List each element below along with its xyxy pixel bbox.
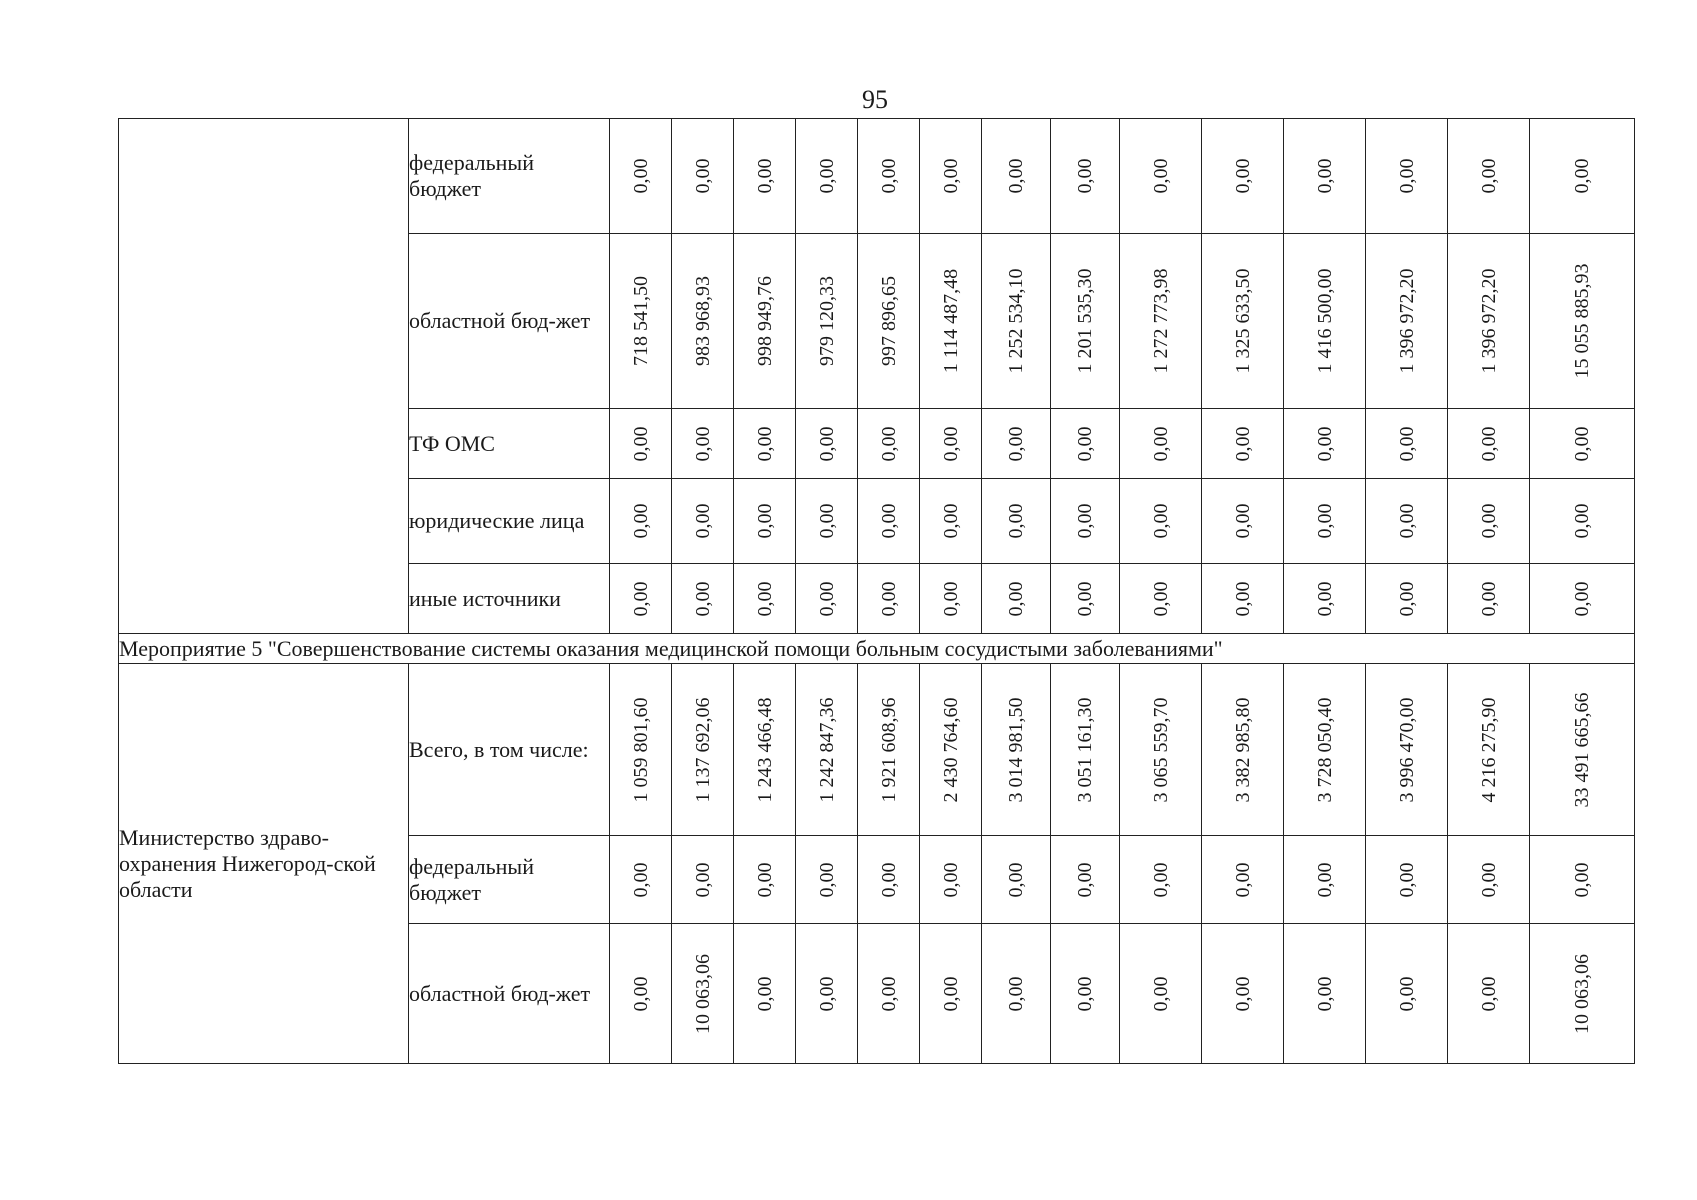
value-text: 0,00 (1074, 158, 1096, 194)
value-cell (672, 564, 734, 634)
funding-source-label: федеральный бюджет (409, 119, 610, 234)
value-cell (982, 924, 1051, 1064)
value-text: 0,00 (1313, 862, 1336, 897)
value-cell (1530, 479, 1635, 564)
value-cell (610, 564, 672, 634)
value-text: 0,00 (691, 158, 714, 194)
value-cell (858, 836, 920, 924)
value-cell (610, 119, 672, 234)
value-text: 0,00 (1231, 158, 1254, 194)
value-text: 0,00 (1395, 581, 1418, 616)
value-cell (1202, 234, 1284, 409)
value-cell (672, 664, 734, 836)
value-cell (1284, 479, 1366, 564)
value-cell (1284, 924, 1366, 1064)
value-cell (1530, 234, 1635, 409)
value-text: 0,00 (1149, 862, 1172, 897)
value-text: 0,00 (629, 426, 652, 461)
value-cell (920, 924, 982, 1064)
value-text: 0,00 (753, 581, 776, 616)
table-row (119, 664, 1635, 836)
value-text: 0,00 (1005, 862, 1027, 897)
value-cell (796, 664, 858, 836)
value-cell (982, 479, 1051, 564)
value-cell (1530, 924, 1635, 1064)
value-text: 0,00 (815, 976, 838, 1011)
value-cell (1448, 119, 1530, 234)
value-cell (1366, 234, 1448, 409)
value-text: 0,00 (753, 158, 776, 194)
value-cell (1530, 564, 1635, 634)
value-text: 0,00 (1149, 976, 1172, 1011)
value-cell (920, 409, 982, 479)
value-text: 1 416 500,00 (1313, 268, 1336, 374)
value-cell (1448, 836, 1530, 924)
value-text: 0,00 (1005, 581, 1027, 616)
value-cell (610, 234, 672, 409)
value-text: 15 055 885,93 (1571, 263, 1593, 379)
value-cell (734, 664, 796, 836)
value-cell (796, 409, 858, 479)
value-text: 1 243 466,48 (753, 697, 776, 802)
value-text: 3 014 981,50 (1005, 697, 1027, 802)
funding-source-label: ТФ ОМС (409, 409, 610, 479)
value-cell (1366, 664, 1448, 836)
value-text: 0,00 (939, 581, 962, 616)
value-text: 0,00 (1313, 503, 1336, 539)
value-cell (796, 836, 858, 924)
value-cell (1120, 409, 1202, 479)
value-cell (1448, 409, 1530, 479)
value-text: 718 541,50 (629, 276, 652, 366)
value-cell (1120, 836, 1202, 924)
value-text: 0,00 (1571, 158, 1593, 194)
value-cell (1202, 409, 1284, 479)
value-text: 0,00 (629, 581, 652, 616)
value-text: 0,00 (691, 503, 714, 539)
value-text: 1 201 535,30 (1074, 268, 1096, 374)
value-cell (1051, 234, 1120, 409)
value-text: 997 896,65 (877, 276, 900, 366)
value-text: 0,00 (877, 581, 900, 616)
value-text: 0,00 (1477, 976, 1500, 1011)
value-text: 0,00 (1395, 862, 1418, 897)
value-cell (796, 234, 858, 409)
page-number: 95 (862, 85, 888, 114)
value-text: 0,00 (939, 862, 962, 897)
value-cell (734, 234, 796, 409)
value-cell (1120, 664, 1202, 836)
value-text: 983 968,93 (691, 276, 714, 366)
value-cell (1202, 836, 1284, 924)
value-text: 1 396 972,20 (1395, 268, 1418, 374)
value-text: 0,00 (753, 503, 776, 539)
value-text: 0,00 (1313, 426, 1336, 461)
value-text: 0,00 (815, 426, 838, 461)
event-row (119, 634, 1635, 664)
value-cell (1202, 119, 1284, 234)
value-text: 0,00 (877, 158, 900, 194)
value-text: 1 059 801,60 (629, 697, 652, 802)
value-cell (1530, 836, 1635, 924)
organization-cell: Министерство здраво-охранения Нижегород-ской области (119, 664, 409, 1064)
value-text: 0,00 (877, 862, 900, 897)
value-text: 0,00 (1074, 503, 1096, 539)
value-cell (1051, 119, 1120, 234)
budget-table (118, 118, 1635, 1064)
value-cell (672, 409, 734, 479)
value-cell (1366, 409, 1448, 479)
value-text: 0,00 (877, 503, 900, 539)
value-text: 10 063,06 (691, 953, 714, 1034)
value-text: 0,00 (753, 862, 776, 897)
value-text: 0,00 (1074, 581, 1096, 616)
value-text: 0,00 (629, 158, 652, 194)
value-cell (1202, 564, 1284, 634)
value-cell (858, 664, 920, 836)
value-text: 0,00 (629, 976, 652, 1011)
value-cell (982, 409, 1051, 479)
value-cell (858, 479, 920, 564)
value-cell (920, 836, 982, 924)
value-text: 0,00 (691, 862, 714, 897)
value-cell (982, 836, 1051, 924)
value-cell (1120, 234, 1202, 409)
value-text: 0,00 (629, 862, 652, 897)
value-text: 0,00 (1231, 862, 1254, 897)
value-cell (1284, 409, 1366, 479)
value-cell (734, 409, 796, 479)
value-cell (982, 119, 1051, 234)
value-cell (858, 119, 920, 234)
value-cell (1284, 836, 1366, 924)
funding-source-label: областной бюд-жет (409, 924, 610, 1064)
value-text: 0,00 (1477, 503, 1500, 539)
value-cell (858, 234, 920, 409)
value-text: 0,00 (815, 503, 838, 539)
value-cell (610, 409, 672, 479)
value-text: 0,00 (815, 862, 838, 897)
value-text: 0,00 (939, 976, 962, 1011)
value-text: 0,00 (815, 581, 838, 616)
value-cell (858, 409, 920, 479)
value-text: 0,00 (691, 581, 714, 616)
value-cell (672, 479, 734, 564)
value-cell (796, 924, 858, 1064)
value-cell (982, 234, 1051, 409)
value-cell (858, 564, 920, 634)
value-text: 0,00 (1477, 426, 1500, 461)
value-text: 1 137 692,06 (691, 697, 714, 802)
value-text: 0,00 (1571, 426, 1593, 461)
value-cell (734, 119, 796, 234)
value-cell (1202, 479, 1284, 564)
value-text: 0,00 (1477, 862, 1500, 897)
value-text: 1 272 773,98 (1149, 268, 1172, 374)
value-text: 0,00 (939, 503, 962, 539)
value-cell (734, 564, 796, 634)
value-text: 0,00 (1395, 426, 1418, 461)
value-text: 0,00 (1074, 976, 1096, 1011)
value-text: 0,00 (1074, 862, 1096, 897)
value-text: 0,00 (1149, 426, 1172, 461)
value-text: 0,00 (1231, 581, 1254, 616)
value-text: 0,00 (939, 158, 962, 194)
value-text: 3 065 559,70 (1149, 697, 1172, 802)
table-row (119, 119, 1635, 234)
value-text: 0,00 (1477, 158, 1500, 194)
value-text: 33 491 665,66 (1571, 692, 1593, 807)
value-text: 1 252 534,10 (1005, 268, 1027, 374)
value-text: 0,00 (691, 426, 714, 461)
value-cell (982, 564, 1051, 634)
value-text: 0,00 (877, 976, 900, 1011)
value-cell (796, 119, 858, 234)
value-cell (610, 836, 672, 924)
event-title: Мероприятие 5 "Совершенствование системы оказания медицинской помощи больным сосудистыми заболеваниями" (119, 634, 1635, 664)
value-cell (1530, 119, 1635, 234)
value-cell (672, 924, 734, 1064)
funding-source-label: федеральный бюджет (409, 836, 610, 924)
value-cell (920, 479, 982, 564)
value-text: 0,00 (1571, 581, 1593, 616)
value-text: 0,00 (1313, 976, 1336, 1011)
value-text: 0,00 (939, 426, 962, 461)
value-text: 0,00 (753, 426, 776, 461)
value-cell (1051, 836, 1120, 924)
value-text: 998 949,76 (753, 276, 776, 366)
value-text: 0,00 (1571, 503, 1593, 539)
value-cell (1366, 924, 1448, 1064)
funding-source-label: Всего, в том числе: (409, 664, 610, 836)
value-cell (1051, 479, 1120, 564)
value-text: 10 063,06 (1571, 953, 1593, 1034)
value-cell (1366, 836, 1448, 924)
value-cell (1448, 234, 1530, 409)
value-cell (1284, 119, 1366, 234)
value-text: 979 120,33 (815, 276, 838, 366)
value-text: 3 382 985,80 (1231, 697, 1254, 802)
value-text: 0,00 (629, 503, 652, 539)
value-text: 0,00 (1231, 503, 1254, 539)
value-text: 2 430 764,60 (939, 697, 962, 802)
value-cell (610, 479, 672, 564)
value-text: 0,00 (1231, 976, 1254, 1011)
value-cell (920, 564, 982, 634)
value-cell (610, 664, 672, 836)
value-cell (1284, 234, 1366, 409)
value-text: 0,00 (1005, 976, 1027, 1011)
value-text: 0,00 (1005, 426, 1027, 461)
value-cell (610, 924, 672, 1064)
value-cell (982, 664, 1051, 836)
value-cell (1448, 564, 1530, 634)
value-cell (672, 119, 734, 234)
value-cell (1051, 664, 1120, 836)
funding-source-label: юридические лица (409, 479, 610, 564)
table-body (119, 119, 1635, 1064)
value-cell (1448, 924, 1530, 1064)
value-text: 0,00 (1395, 976, 1418, 1011)
value-cell (858, 924, 920, 1064)
value-text: 0,00 (753, 976, 776, 1011)
value-text: 0,00 (1395, 503, 1418, 539)
value-text: 1 325 633,50 (1231, 268, 1254, 374)
value-text: 1 396 972,20 (1477, 268, 1500, 374)
value-cell (1448, 479, 1530, 564)
value-text: 0,00 (1477, 581, 1500, 616)
value-cell (1120, 924, 1202, 1064)
funding-source-label: областной бюд-жет (409, 234, 610, 409)
value-text: 0,00 (1395, 158, 1418, 194)
value-text: 0,00 (1231, 426, 1254, 461)
value-cell (796, 479, 858, 564)
value-text: 3 051 161,30 (1074, 697, 1096, 802)
value-cell (1530, 409, 1635, 479)
organization-cell-empty (119, 119, 409, 634)
value-text: 0,00 (1571, 862, 1593, 897)
value-cell (672, 836, 734, 924)
funding-source-label: иные источники (409, 564, 610, 634)
value-cell (1366, 119, 1448, 234)
value-text: 0,00 (1149, 503, 1172, 539)
value-cell (1284, 664, 1366, 836)
value-text: 0,00 (1313, 581, 1336, 616)
value-text: 4 216 275,90 (1477, 697, 1500, 802)
value-text: 0,00 (1074, 426, 1096, 461)
value-cell (920, 664, 982, 836)
value-text: 0,00 (1005, 503, 1027, 539)
value-text: 1 114 487,48 (939, 268, 962, 374)
value-text: 1 921 608,96 (877, 697, 900, 802)
value-cell (1120, 119, 1202, 234)
value-cell (1051, 409, 1120, 479)
value-cell (920, 234, 982, 409)
value-cell (734, 924, 796, 1064)
value-cell (920, 119, 982, 234)
value-cell (672, 234, 734, 409)
value-cell (1051, 564, 1120, 634)
value-cell (734, 836, 796, 924)
value-text: 3 996 470,00 (1395, 697, 1418, 802)
value-text: 0,00 (1149, 581, 1172, 616)
value-cell (734, 479, 796, 564)
value-cell (1120, 479, 1202, 564)
value-cell (1120, 564, 1202, 634)
value-text: 0,00 (1005, 158, 1027, 194)
value-cell (1530, 664, 1635, 836)
value-cell (1366, 564, 1448, 634)
value-cell (1284, 564, 1366, 634)
value-text: 1 242 847,36 (815, 697, 838, 802)
value-cell (1051, 924, 1120, 1064)
value-cell (796, 564, 858, 634)
value-cell (1366, 479, 1448, 564)
value-cell (1448, 664, 1530, 836)
value-text: 0,00 (1149, 158, 1172, 194)
value-text: 0,00 (877, 426, 900, 461)
value-text: 0,00 (1313, 158, 1336, 194)
value-cell (1202, 664, 1284, 836)
value-cell (1202, 924, 1284, 1064)
value-text: 3 728 050,40 (1313, 697, 1336, 802)
value-text: 0,00 (815, 158, 838, 194)
